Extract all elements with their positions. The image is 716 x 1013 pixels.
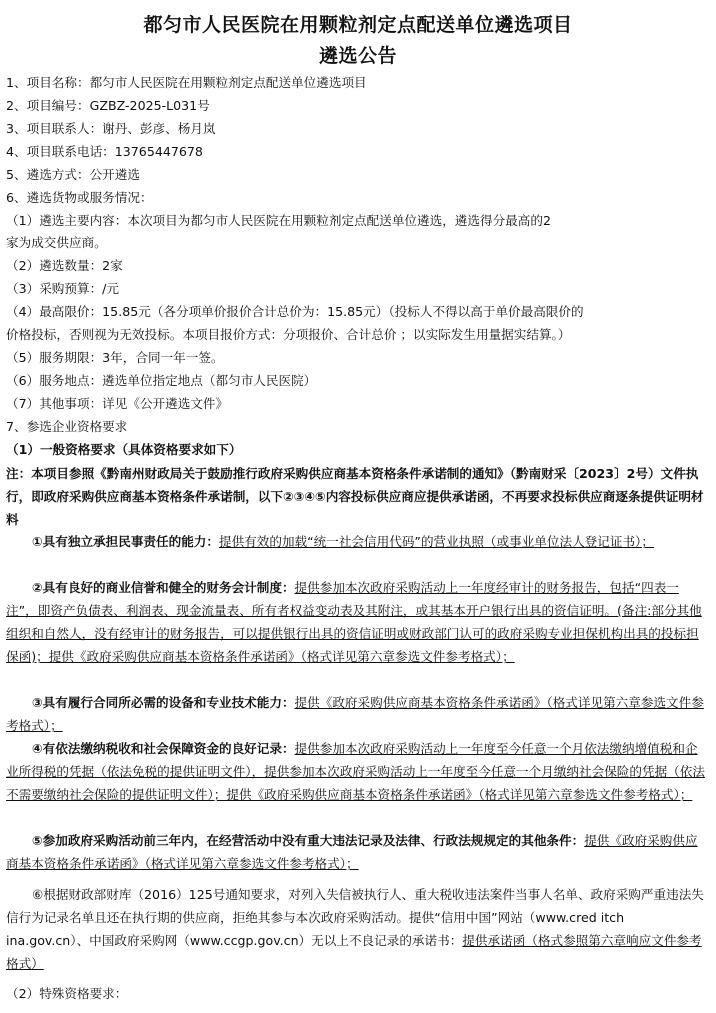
sub-max-price-line1: （4）最高限价：15.85元（各分项单价报价合计总价为：15.85元）（投标人不得以高于单价最高限价的 (6, 304, 584, 319)
sub-service-period: （5）服务期限：3年，合同一年一签。 (6, 350, 224, 365)
requirement-1-title: ①具有独立承担民事责任的能力： (32, 534, 219, 549)
requirement-6-text: ⑥根据财政部财库（2016）125号通知要求，对列入失信被执行人、重大税收违法案件当事人名单、政府采购严重违法失信行为记录名单且还在执行期的供应商，拒绝其参与本次政府采购活动。提供“信用中国”网站（www.cred itch ina.gov.cn）、中国政府采购网（www.ccgp.gov.cn）无以上不良记录的承诺书： (6, 887, 704, 948)
special-req-heading: （2）特殊资格要求： (6, 986, 128, 1001)
item-qualifications: 7、参选企业资格要求 (6, 419, 128, 434)
requirement-2-title: ②具有良好的商业信誉和健全的财务会计制度： (32, 580, 295, 595)
document-title: 都匀市人民医院在用颗粒剂定点配送单位遴选项目 (143, 14, 573, 36)
sub-content-line1: （1）遴选主要内容：本次项目为都匀市人民医院在用颗粒剂定点配送单位遴选，遴选得分最高的2 (6, 213, 551, 228)
item-project-name: 1、项目名称：都匀市人民医院在用颗粒剂定点配送单位遴选项目 (6, 75, 367, 90)
general-req-note: 注：本项目参照《黔南州财政局关于鼓励推行政府采购供应商基本资格条件承诺制的通知》（黔南财采〔2023〕2号）文件执行，即政府采购供应商基本资格条件承诺制，以下②③④⑤内容投标供应商应提供承诺函，不再要求投标供应商逐条提供证明材料 (6, 466, 704, 527)
item-project-number: 2、项目编号：GZBZ-2025-L031号 (6, 98, 210, 113)
requirement-4 (6, 737, 706, 806)
sub-service-location: （6）服务地点：遴选单位指定地点（都匀市人民医院） (6, 373, 317, 388)
general-req-heading: （1）一般资格要求（具体资格要求如下） (6, 442, 242, 457)
requirement-1 (6, 530, 706, 553)
requirement-5 (6, 829, 706, 875)
sub-budget: （3）采购预算：/元 (6, 281, 120, 296)
requirement-5-title: ⑤参加政府采购活动前三年内，在经营活动中没有重大违法记录及法律、行政法规规定的其他条件： (32, 833, 585, 848)
requirement-5-text: 提供《政府采购供应商基本资格条件承诺函》（格式详见第六章参选文件参考格式）； (6, 833, 698, 871)
document-subtitle: 遴选公告 (318, 45, 397, 67)
item-goods-services: 6、遴选货物或服务情况： (6, 190, 153, 205)
requirement-1-text: 提供有效的加载“统一社会信用代码”的营业执照（或事业单位法人登记证书）； (218, 534, 654, 549)
requirement-6-link-text: 提供承诺函（格式参照第六章响应文件参考格式） (6, 933, 702, 971)
requirement-2 (6, 576, 706, 668)
requirement-3 (6, 691, 706, 737)
requirement-4-title: ④有依法缴纳税收和社会保障资金的良好记录： (32, 741, 295, 756)
requirement-6 (6, 883, 706, 975)
requirement-3-title: ③具有履行合同所必需的设备和专业技术能力： (32, 695, 295, 710)
requirement-3-text: 提供《政府采购供应商基本资格条件承诺函》（格式详见第六章参选文件参考格式）； (6, 695, 704, 733)
item-method: 5、遴选方式：公开遴选 (6, 167, 140, 182)
sub-quantity: （2）遴选数量：2家 (6, 258, 123, 273)
item-contacts: 3、项目联系人：谢丹、彭彦、杨月岚 (6, 121, 216, 136)
requirement-4-text: 提供参加本次政府采购活动上一年度至今任意一个月依法缴纳增值税和企业所得税的凭据（依法免税的提供证明文件），提供参加本次政府采购活动上一年度至今任意一个月缴纳社会保险的凭据（依法不需要缴纳社会保险的提供证明文件）；提供《政府采购供应商基本资格条件承诺函》（格式详见第六章参选文件参考格式）； (6, 741, 705, 802)
item-phone: 4、项目联系电话：13765447678 (6, 144, 203, 159)
sub-content-line2: 家为成交供应商。 (6, 235, 107, 250)
sub-max-price-line2: 价格投标，否则视为无效投标。本项目报价方式：分项报价、合计总价 ；以实际发生用量据实结算。） (6, 327, 571, 342)
sub-other: （7）其他事项：详见《公开遴选文件》 (6, 396, 229, 411)
requirement-2-text: 提供参加本次政府采购活动上一年度经审计的财务报告，包括“四表一注”，即资产负债表、利润表、现金流量表、所有者权益变动表及其附注，或其基本开户银行出具的资信证明。(备注:部分其他组织和自然人，没有经审计的财务报告，可以提供银行出具的资信证明或财政部门认可的政府采购专业担保机构出具的投标担保函)；提供《政府采购供应商基本资格条件承诺函》（格式详见第六章参选文件参考格式）； (6, 580, 702, 664)
